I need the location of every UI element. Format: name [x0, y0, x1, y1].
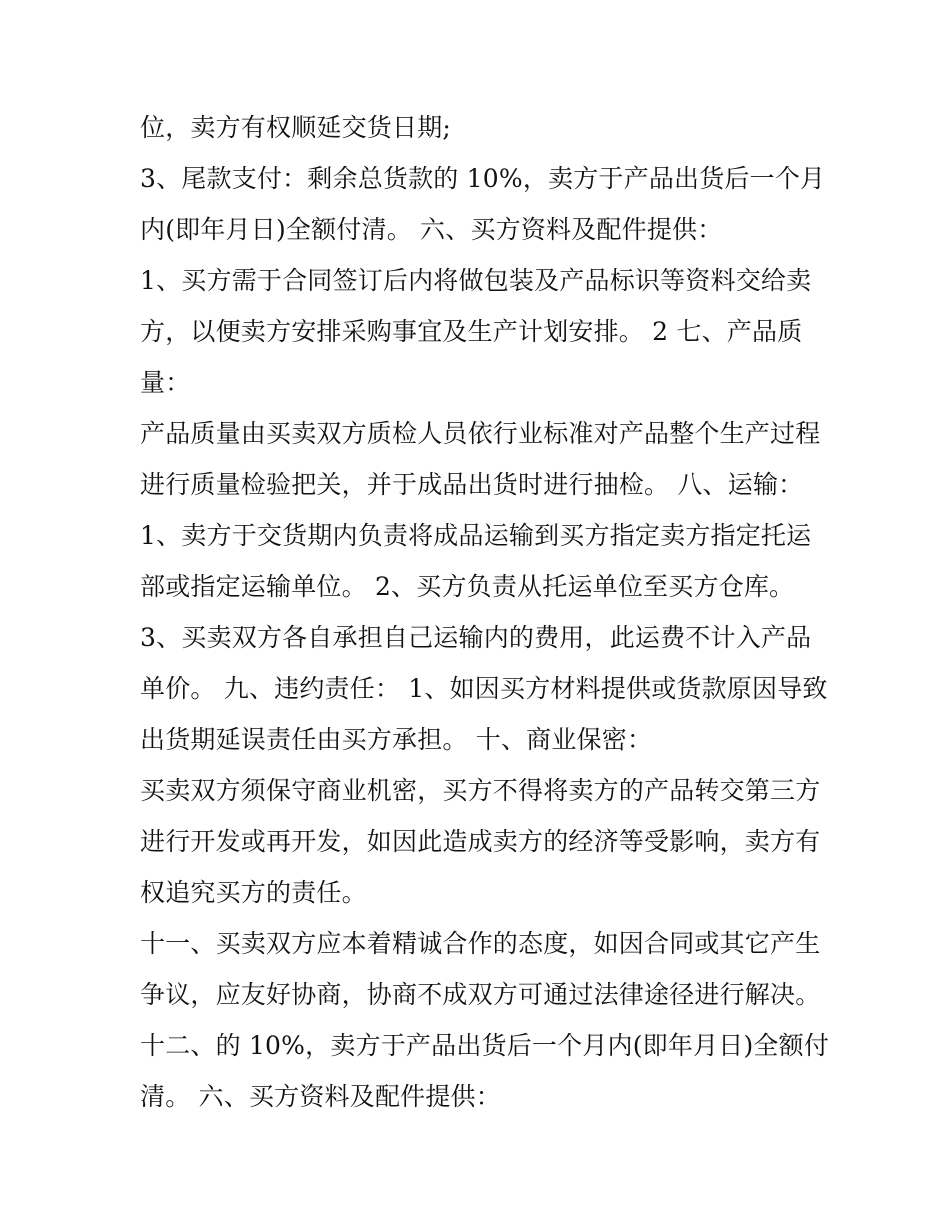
text-line: 方，以便卖方安排采购事宜及生产计划安排。 2 七、产品质 [140, 317, 803, 346]
text-line: 十一、买卖双方应本着精诚合作的态度，如因合同或其它产生 [140, 929, 821, 958]
text-line: 十二、的 10%，卖方于产品出货后一个月内(即年月日)全额付 [140, 1031, 830, 1060]
text-line: 位，卖方有权顺延交货日期; [140, 113, 452, 142]
text-line: 3、买卖双方各自承担自己运输内的费用，此运费不计入产品 [140, 623, 812, 652]
text-line: 单价。 九、违约责任： 1、如因买方材料提供或货款原因导致 [140, 674, 828, 703]
text-line: 进行开发或再开发，如因此造成卖方的经济等受影响，卖方有 [140, 827, 821, 856]
text-line: 部或指定运输单位。 2、买方负责从托运单位至买方仓库。 [140, 572, 795, 601]
text-line: 3、尾款支付：剩余总货款的 10%，卖方于产品出货后一个月 [140, 164, 826, 193]
text-line: 权追究买方的责任。 [140, 878, 367, 907]
text-line: 进行质量检验把关，并于成品出货时进行抽检。 八、运输： [140, 470, 804, 499]
text-line: 清。 六、买方资料及配件提供： [140, 1082, 501, 1111]
text-line: 内(即年月日)全额付清。 六、买方资料及配件提供： [140, 215, 723, 244]
text-line: 争议，应友好协商，协商不成双方可通过法律途径进行解决。 [140, 980, 821, 1009]
text-line: 1、卖方于交货期内负责将成品运输到买方指定卖方指定托运 [140, 521, 812, 550]
text-line: 1、买方需于合同签订后内将做包装及产品标识等资料交给卖 [140, 266, 812, 295]
text-line: 量： [140, 368, 191, 397]
text-line: 出货期延误责任由买方承担。 十、商业保密： [140, 725, 653, 754]
text-line: 产品质量由买卖双方质检人员依行业标准对产品整个生产过程 [140, 419, 821, 448]
text-line: 买卖双方须保守商业机密，买方不得将卖方的产品转交第三方 [140, 776, 821, 805]
